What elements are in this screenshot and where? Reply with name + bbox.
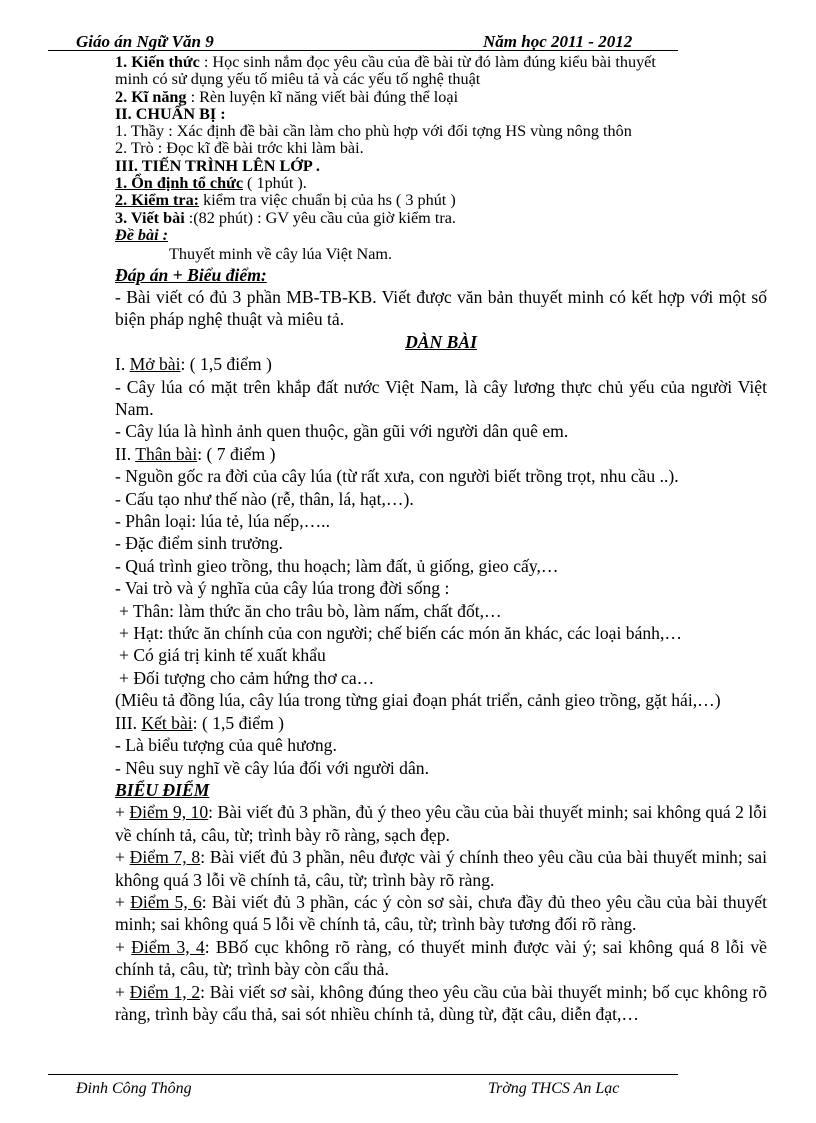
conclusion-label: Kết bài <box>141 712 193 733</box>
intro-point-1: - Cây lúa có mặt trên khắp đất nước Việt Nam, là cây lương thực chủ yếu của người Việt Nam. <box>115 376 767 419</box>
procedure-step-1 <box>115 175 767 192</box>
score-7-8-label: Điểm 7, 8 <box>129 847 201 868</box>
step-2-text: kiểm tra việc chuẩn bị của hs ( 3 phút ) <box>199 191 456 210</box>
skill-label: 2. Kĩ năng <box>115 87 187 106</box>
section-preparation-heading: II. CHUẨN BỊ : <box>115 104 226 123</box>
score-3-4-text: : BBố cục không rõ ràng, có thuyết minh được vài ý; sai không quá 8 lỗi về chính tả, câu, từ; trình bày còn cẩu thả. <box>115 936 767 980</box>
step-1-label: 1. Ổn định tổ chức <box>115 174 243 193</box>
objective-knowledge-line <box>115 54 767 71</box>
step-3-text: :(82 phút) : GV yêu cầu của giờ kiểm tra. <box>184 208 456 227</box>
body-point-6: - Vai trò và ý nghĩa của cây lúa trong đời sống : <box>115 578 450 599</box>
body-subpoint-4: + Đối tượng cho cảm hứng thơ ca… <box>119 667 375 688</box>
page-footer <box>48 1074 678 1097</box>
score-9-10-label: Điểm 9, 10 <box>129 802 209 823</box>
exam-topic-heading: Đề bài : <box>115 225 169 244</box>
score-3-4-plus: + <box>115 936 132 957</box>
step-2-label: 2. Kiểm tra: <box>115 191 200 210</box>
intro-label: Mở bài <box>129 354 181 375</box>
score-5-6-plus: + <box>115 891 131 912</box>
step-3-label: 3. Viết bài <box>115 208 185 227</box>
prep-student: 2. Trò : Đọc kĩ đề bài trớc khi làm bài. <box>115 139 364 158</box>
procedure-step-3 <box>115 210 767 227</box>
page-header <box>48 30 678 51</box>
intro-heading <box>115 353 767 375</box>
score-1-2 <box>115 981 767 1026</box>
score-9-10-text: : Bài viết đủ 3 phần, đủ ý theo yêu cầu của bài thuyết minh; sai không quá 2 lỗi về chính tả, câu, từ; trình bày rõ ràng, sạch đẹp. <box>115 802 767 845</box>
skill-text: : Rèn luyện kĩ năng viết bài đúng thể loại <box>186 87 459 106</box>
document-body <box>115 54 767 1025</box>
body-point-3: - Phân loại: lúa tẻ, lúa nếp,….. <box>115 511 330 532</box>
body-heading <box>115 443 767 465</box>
body-point-1: - Nguồn gốc ra đời của cây lúa (từ rất xưa, con người biết trồng trọt, nhu cầu ..). <box>115 466 679 487</box>
body-point-4: - Đặc điểm sinh trưởng. <box>115 533 283 554</box>
exam-topic: Thuyết minh về cây lúa Việt Nam. <box>169 245 393 264</box>
body-point-5: - Quá trình gieo trồng, thu hoạch; làm đất, ủ giống, gieo cấy,… <box>115 555 559 576</box>
body-subpoint-1: + Thân: làm thức ăn cho trâu bò, làm nấm, chất đốt,… <box>119 600 502 621</box>
score-9-10 <box>115 801 767 846</box>
body-description-note: (Miêu tả đồng lúa, cây lúa trong từng giai đoạn phát triển, cảnh gieo trồng, gặt hái,…) <box>115 690 721 711</box>
conclusion-prefix: III. <box>115 712 142 733</box>
header-subject: Giáo án Ngữ Văn 9 <box>76 32 214 51</box>
footer-author: Đinh Công Thông <box>76 1080 192 1097</box>
score-7-8-text: : Bài viết đủ 3 phần, nêu được vài ý chính theo yêu cầu của bài thuyết minh; sai không quá 3 lỗi về chính tả, câu, từ; trình bày rõ ràng. <box>115 847 767 890</box>
step-1-text: ( 1phút ). <box>243 174 307 193</box>
intro-prefix: I. <box>115 354 130 375</box>
objective-skill-line <box>115 89 767 106</box>
score-1-2-plus: + <box>115 981 130 1002</box>
header-school-year: Năm học 2011 - 2012 <box>483 32 633 51</box>
score-3-4 <box>115 936 767 981</box>
knowledge-label: 1. Kiến thức <box>115 53 200 71</box>
body-points: : ( 7 điểm ) <box>197 443 276 464</box>
objective-knowledge-cont: minh có sử dụng yếu tố miêu tả và các yếu tố nghệ thuật <box>115 70 481 89</box>
answer-intro: - Bài viết có đủ 3 phần MB-TB-KB. Viết được văn bản thuyết minh có kết hợp với một số biện pháp nghệ thuật và miêu tả. <box>115 286 767 330</box>
body-point-2: - Cấu tạo như thế nào (rễ, thân, lá, hạt,…). <box>115 488 414 509</box>
score-5-6-label: Điểm 5, 6 <box>130 891 202 912</box>
score-7-8-plus: + <box>115 847 130 868</box>
knowledge-text: : Học sinh nắm đọc yêu cầu của đề bài từ đó làm đúng kiểu bài thuyết <box>199 53 656 71</box>
score-5-6-text: : Bài viết đủ 3 phần, các ý còn sơ sài, chưa đầy đủ theo yêu cầu của bài thuyết minh; sai không quá 5 lỗi về chính tả, câu, từ; trình bày tương đối rõ ràng. <box>115 891 767 935</box>
conclusion-heading <box>115 712 767 734</box>
answer-block <box>115 264 767 1026</box>
answer-heading: Đáp án + Biểu điểm: <box>115 264 267 285</box>
intro-points: : ( 1,5 điểm ) <box>180 354 272 375</box>
body-subpoint-2: + Hạt: thức ăn chính của con người; chế biến các món ăn khác, các loại bánh,… <box>119 623 682 644</box>
section-procedure-heading: III. TIẾN TRÌNH LÊN LỚP . <box>115 156 320 175</box>
score-3-4-label: Điểm 3, 4 <box>131 936 205 957</box>
body-label: Thân bài <box>135 443 198 464</box>
footer-school: Trờng THCS An Lạc <box>488 1080 620 1097</box>
outline-title: DÀN BÀI <box>405 331 477 352</box>
conclusion-point-2: - Nêu suy nghĩ về cây lúa đối với người dân. <box>115 757 429 778</box>
body-prefix: II. <box>115 443 136 464</box>
prep-teacher: 1. Thầy : Xác định đề bài cần làm cho phù hợp với đối tợng HS vùng nông thôn <box>115 122 632 141</box>
score-title: BIỂU ĐIỂM <box>115 779 210 800</box>
score-5-6 <box>115 891 767 936</box>
score-1-2-text: : Bài viết sơ sài, không đúng theo yêu cầu của bài thuyết minh; bố cục không rõ ràng, trình bày cẩu thả, sai sót nhiều chính tả, dùng từ, đặt câu, diễn đạt,… <box>115 981 767 1024</box>
conclusion-points: : ( 1,5 điểm ) <box>192 712 285 733</box>
score-1-2-label: Điểm 1, 2 <box>129 981 201 1002</box>
score-7-8 <box>115 846 767 891</box>
body-subpoint-3: + Có giá trị kinh tế xuất khẩu <box>119 645 326 666</box>
intro-point-2: - Cây lúa là hình ảnh quen thuộc, gần gũi với người dân quê em. <box>115 421 569 442</box>
procedure-step-2 <box>115 192 767 209</box>
score-9-10-plus: + <box>115 802 130 823</box>
conclusion-point-1: - Là biểu tượng của quê hương. <box>115 735 337 756</box>
